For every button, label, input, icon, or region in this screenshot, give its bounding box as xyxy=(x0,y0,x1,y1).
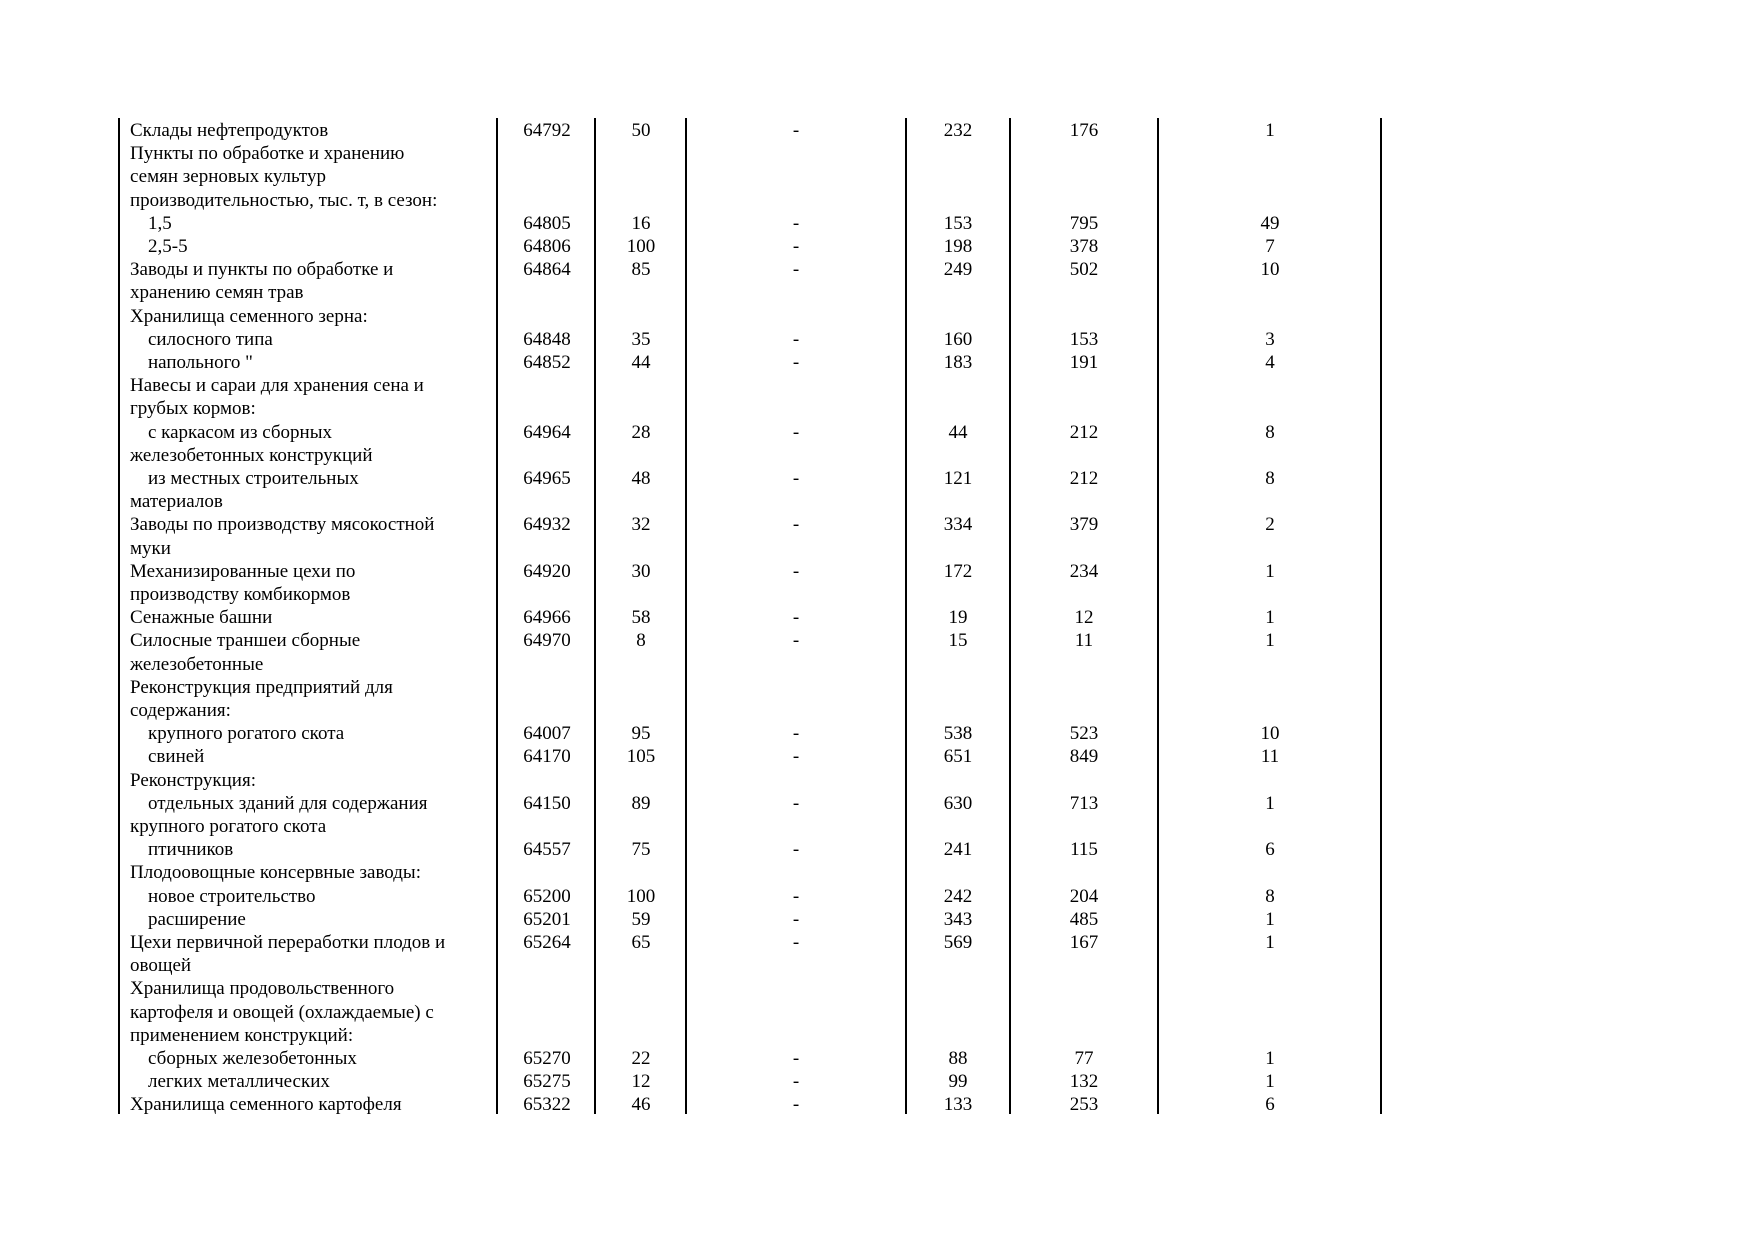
row-label: силосного типа xyxy=(148,328,273,350)
value-cell: 49 xyxy=(1260,212,1280,234)
table-row xyxy=(0,351,1755,374)
table-row xyxy=(0,676,1755,699)
table-row xyxy=(0,769,1755,792)
value-cell: 212 xyxy=(1069,468,1099,489)
value-cell: 849 xyxy=(1069,746,1099,768)
value-cell: 12 xyxy=(631,1071,651,1093)
value-cell: 11 xyxy=(1260,746,1280,768)
table-row xyxy=(0,1070,1755,1093)
value-cell: 191 xyxy=(1069,352,1099,373)
row-label: с каркасом из сборных xyxy=(148,421,332,443)
table-row xyxy=(0,838,1755,861)
value-cell: 65 xyxy=(631,932,651,953)
object-code-cell: 64007 xyxy=(523,723,571,745)
row-label: новое строительство xyxy=(148,885,316,907)
value-cell: - xyxy=(792,792,800,814)
value-cell: 241 xyxy=(943,839,973,861)
object-code-cell: 65264 xyxy=(523,932,571,953)
table-row xyxy=(0,305,1755,328)
table-row xyxy=(0,1093,1755,1116)
value-cell: 44 xyxy=(948,421,968,443)
table-row xyxy=(0,537,1755,560)
row-label: Навесы и сараи для хранения сена и xyxy=(130,375,424,397)
row-label: Хранилища продовольственного xyxy=(130,978,395,1000)
value-cell: 1 xyxy=(1265,1048,1275,1069)
table-row xyxy=(0,954,1755,977)
value-cell: 172 xyxy=(943,560,973,582)
value-cell: 44 xyxy=(631,352,651,373)
value-cell: 1 xyxy=(1265,120,1275,141)
value-cell: 234 xyxy=(1069,560,1099,582)
object-code-cell: 64792 xyxy=(523,120,571,141)
value-cell: 153 xyxy=(1069,328,1099,350)
value-cell: 30 xyxy=(631,560,651,582)
value-cell: 16 xyxy=(631,212,651,234)
object-code-cell: 64864 xyxy=(523,259,571,281)
value-cell: 8 xyxy=(1265,468,1275,489)
table-row xyxy=(0,931,1755,954)
row-label: Цехи первичной переработки плодов и xyxy=(130,932,446,953)
value-cell: 176 xyxy=(1069,120,1099,141)
value-cell: 48 xyxy=(631,468,651,489)
value-cell: - xyxy=(792,885,800,907)
row-label: овощей xyxy=(130,955,192,977)
row-label: Механизированные цехи по xyxy=(130,560,356,582)
table-row xyxy=(0,281,1755,304)
value-cell: 6 xyxy=(1265,1094,1275,1116)
value-cell: - xyxy=(792,468,800,489)
value-cell: 11 xyxy=(1074,630,1094,652)
row-label: из местных строительных xyxy=(148,468,359,489)
row-label: картофеля и овощей (охлаждаемые) с xyxy=(130,1001,434,1023)
value-cell: 59 xyxy=(631,908,651,930)
row-label: свиней xyxy=(148,746,205,768)
table-row xyxy=(0,977,1755,1000)
row-label: сборных железобетонных xyxy=(148,1048,357,1069)
value-cell: - xyxy=(792,352,800,373)
value-cell: 183 xyxy=(943,352,973,373)
value-cell: 3 xyxy=(1265,328,1275,350)
value-cell: 204 xyxy=(1069,885,1099,907)
value-cell: 77 xyxy=(1074,1048,1094,1069)
value-cell: 1 xyxy=(1265,932,1275,953)
row-label: Заводы и пункты по обработке и xyxy=(130,259,394,281)
row-label: отдельных зданий для содержания xyxy=(148,792,428,814)
value-cell: 46 xyxy=(631,1094,651,1116)
object-code-cell: 64848 xyxy=(523,328,571,350)
row-label: железобетонных конструкций xyxy=(130,444,373,466)
row-label: легких металлических xyxy=(148,1071,330,1093)
row-label: Пункты по обработке и хранению xyxy=(130,143,405,165)
object-code-cell: 65322 xyxy=(523,1094,571,1116)
object-code-cell: 64932 xyxy=(523,514,571,536)
value-cell: 630 xyxy=(943,792,973,814)
value-cell: 105 xyxy=(626,746,656,768)
object-code-cell: 64170 xyxy=(523,746,571,768)
value-cell: 1 xyxy=(1265,560,1275,582)
row-label: Хранилища семенного картофеля xyxy=(130,1094,402,1116)
object-code-cell: 64852 xyxy=(523,352,571,373)
table-row xyxy=(0,119,1755,142)
value-cell: 212 xyxy=(1069,421,1099,443)
object-code-cell: 64557 xyxy=(523,839,571,861)
value-cell: 485 xyxy=(1069,908,1099,930)
table-row xyxy=(0,212,1755,235)
value-cell: 379 xyxy=(1069,514,1099,536)
value-cell: - xyxy=(792,932,800,953)
value-cell: 343 xyxy=(943,908,973,930)
value-cell: - xyxy=(792,421,800,443)
value-cell: 35 xyxy=(631,328,651,350)
row-label: производству комбикормов xyxy=(130,584,351,605)
value-cell: 502 xyxy=(1069,259,1099,281)
value-cell: 167 xyxy=(1069,932,1099,953)
table-row xyxy=(0,885,1755,908)
table-row xyxy=(0,328,1755,351)
table-row xyxy=(0,653,1755,676)
value-cell: 4 xyxy=(1265,352,1275,373)
row-label: муки xyxy=(130,537,171,559)
row-label: 1,5 xyxy=(148,212,172,234)
row-label: железобетонные xyxy=(130,653,264,675)
value-cell: 75 xyxy=(631,839,651,861)
value-cell: - xyxy=(792,328,800,350)
value-cell: 249 xyxy=(943,259,973,281)
row-label: крупного рогатого скота xyxy=(148,723,345,745)
value-cell: 15 xyxy=(948,630,968,652)
row-label: крупного рогатого скота xyxy=(130,816,327,837)
value-cell: - xyxy=(792,212,800,234)
row-label: расширение xyxy=(148,908,246,930)
row-label: 2,5-5 xyxy=(148,236,188,257)
table-row xyxy=(0,722,1755,745)
value-cell: 569 xyxy=(943,932,973,953)
value-cell: 6 xyxy=(1265,839,1275,861)
value-cell: 32 xyxy=(631,514,651,536)
value-cell: 153 xyxy=(943,212,973,234)
value-cell: 85 xyxy=(631,259,651,281)
object-code-cell: 64150 xyxy=(523,792,571,814)
object-code-cell: 65270 xyxy=(523,1048,571,1069)
value-cell: - xyxy=(792,1048,800,1069)
value-cell: 50 xyxy=(631,120,651,141)
value-cell: 1 xyxy=(1265,630,1275,652)
object-code-cell: 64965 xyxy=(523,468,571,489)
value-cell: 1 xyxy=(1265,1071,1275,1093)
object-code-cell: 65201 xyxy=(523,908,571,930)
value-cell: - xyxy=(792,560,800,582)
row-label: Плодоовощные консервные заводы: xyxy=(130,862,421,884)
value-cell: 88 xyxy=(948,1048,968,1069)
table-row xyxy=(0,699,1755,722)
value-cell: 8 xyxy=(636,630,646,652)
value-cell: 8 xyxy=(1265,421,1275,443)
table-row xyxy=(0,397,1755,420)
row-label: Сенажные башни xyxy=(130,607,273,629)
row-label: птичников xyxy=(148,839,234,861)
table-row xyxy=(0,467,1755,490)
value-cell: 132 xyxy=(1069,1071,1099,1093)
value-cell: - xyxy=(792,908,800,930)
value-cell: 89 xyxy=(631,792,651,814)
value-cell: 160 xyxy=(943,328,973,350)
object-code-cell: 64964 xyxy=(523,421,571,443)
value-cell: 19 xyxy=(948,607,968,629)
value-cell: - xyxy=(792,746,800,768)
table-row xyxy=(0,745,1755,768)
value-cell: 334 xyxy=(943,514,973,536)
value-cell: - xyxy=(792,259,800,281)
value-cell: - xyxy=(792,120,800,141)
value-cell: 2 xyxy=(1265,514,1275,536)
row-label: грубых кормов: xyxy=(130,398,256,420)
value-cell: 1 xyxy=(1265,908,1275,930)
row-label: Заводы по производству мясокостной xyxy=(130,514,435,536)
table-row xyxy=(0,606,1755,629)
value-cell: 795 xyxy=(1069,212,1099,234)
value-cell: 99 xyxy=(948,1071,968,1093)
value-cell: 1 xyxy=(1265,607,1275,629)
row-label: хранению семян трав xyxy=(130,282,304,304)
value-cell: - xyxy=(792,723,800,745)
value-cell: 253 xyxy=(1069,1094,1099,1116)
row-label: материалов xyxy=(130,491,223,513)
row-label: производительностью, тыс. т, в сезон: xyxy=(130,189,438,211)
object-code-cell: 64806 xyxy=(523,236,571,257)
value-cell: 242 xyxy=(943,885,973,907)
table-row xyxy=(0,1001,1755,1024)
table-row xyxy=(0,374,1755,397)
row-label: применением конструкций: xyxy=(130,1024,354,1046)
table-row xyxy=(0,1047,1755,1070)
value-cell: 713 xyxy=(1069,792,1099,814)
table-row xyxy=(0,235,1755,258)
table-row xyxy=(0,792,1755,815)
value-cell: 121 xyxy=(943,468,973,489)
value-cell: 538 xyxy=(943,723,973,745)
value-cell: 8 xyxy=(1265,885,1275,907)
object-code-cell: 64966 xyxy=(523,607,571,629)
row-label: Реконструкция предприятий для xyxy=(130,676,393,698)
table-row xyxy=(0,189,1755,212)
table-row xyxy=(0,165,1755,188)
object-code-cell: 65275 xyxy=(523,1071,571,1093)
value-cell: - xyxy=(792,1071,800,1093)
object-code-cell: 65200 xyxy=(523,885,571,907)
value-cell: 12 xyxy=(1074,607,1094,629)
value-cell: 378 xyxy=(1069,236,1099,257)
object-code-cell: 64920 xyxy=(523,560,571,582)
row-label: Склады нефтепродуктов xyxy=(130,120,329,141)
row-label: Хранилища семенного зерна: xyxy=(130,305,368,327)
value-cell: 1 xyxy=(1265,792,1275,814)
table-row xyxy=(0,421,1755,444)
table-row xyxy=(0,1024,1755,1047)
value-cell: - xyxy=(792,514,800,536)
value-cell: - xyxy=(792,236,800,257)
object-code-cell: 64805 xyxy=(523,212,571,234)
value-cell: 232 xyxy=(943,120,973,141)
object-code-cell: 64970 xyxy=(523,630,571,652)
value-cell: 523 xyxy=(1069,723,1099,745)
table-row xyxy=(0,861,1755,884)
value-cell: 100 xyxy=(626,236,656,257)
value-cell: 133 xyxy=(943,1094,973,1116)
table-row xyxy=(0,815,1755,838)
table-row xyxy=(0,560,1755,583)
value-cell: 7 xyxy=(1265,236,1275,257)
table-row xyxy=(0,583,1755,606)
table-row xyxy=(0,142,1755,165)
table-row xyxy=(0,490,1755,513)
row-label: Силосные траншеи сборные xyxy=(130,630,361,652)
row-label: содержания: xyxy=(130,700,231,721)
value-cell: 651 xyxy=(943,746,973,768)
row-label: Реконструкция: xyxy=(130,769,256,791)
value-cell: - xyxy=(792,630,800,652)
row-label: семян зерновых культур xyxy=(130,166,326,188)
value-cell: 198 xyxy=(943,236,973,257)
value-cell: - xyxy=(792,1094,800,1116)
value-cell: 22 xyxy=(631,1048,651,1069)
value-cell: 10 xyxy=(1260,259,1280,281)
table-row xyxy=(0,908,1755,931)
value-cell: 28 xyxy=(631,421,651,443)
table-row xyxy=(0,444,1755,467)
value-cell: - xyxy=(792,607,800,629)
table-row xyxy=(0,513,1755,536)
table-row xyxy=(0,629,1755,652)
value-cell: 115 xyxy=(1070,839,1098,861)
value-cell: 58 xyxy=(631,607,651,629)
value-cell: 100 xyxy=(626,885,656,907)
value-cell: 10 xyxy=(1260,723,1280,745)
row-label: напольного " xyxy=(148,352,253,373)
value-cell: - xyxy=(792,839,800,861)
table-row xyxy=(0,258,1755,281)
value-cell: 95 xyxy=(631,723,651,745)
